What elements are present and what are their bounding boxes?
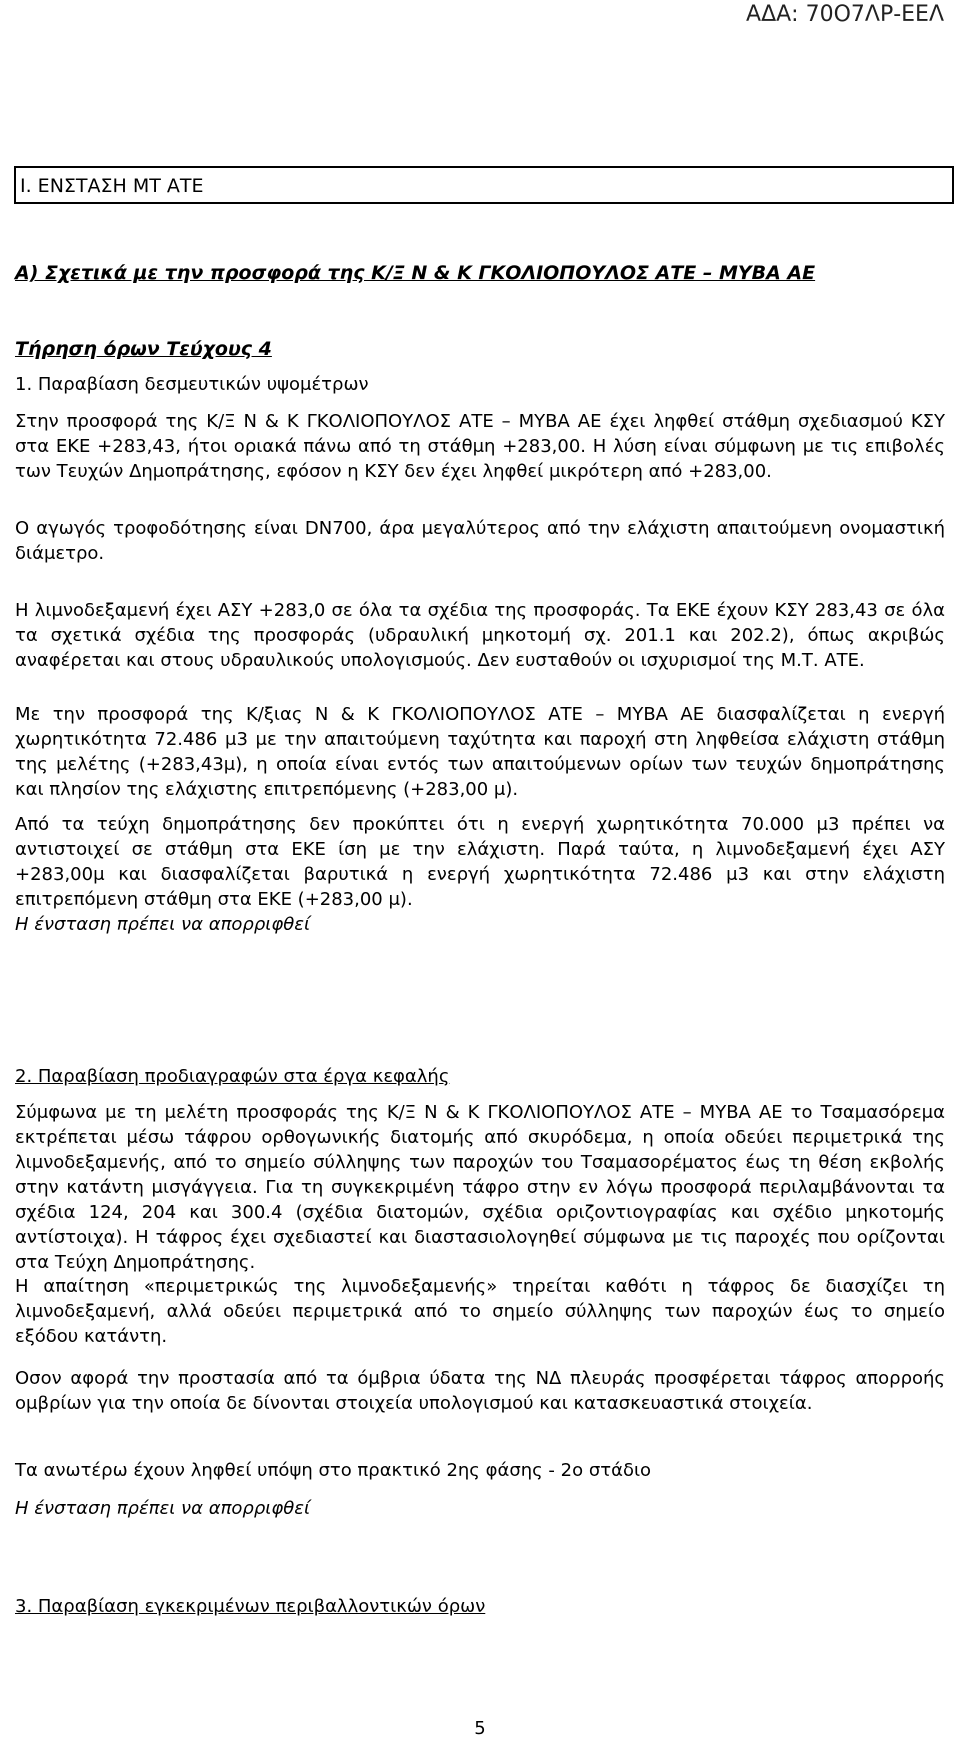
document-id: ΑΔΑ: 70Ο7ΛΡ-ΕΕΛ (746, 2, 944, 27)
page-number: 5 (474, 1718, 486, 1739)
item2-paragraph-3: Οσον αφορά την προστασία από τα όμβρια ύδατα της ΝΔ πλευράς προσφέρεται τάφρος απορροής ομβρίων για την οποία δε δίνονται στοιχεία υπολογισμού και κατασκευαστικά στοιχεία. (15, 1368, 945, 1414)
item1-paragraph-1: Στην προσφορά της Κ/Ξ Ν & Κ ΓΚΟΛΙΟΠΟΥΛΟΣ ΑΤΕ – ΜΥΒΑ ΑΕ έχει ληφθεί στάθμη σχεδιασμού ΚΣΥ στα ΕΚΕ +283,43, ήτοι οριακά πάνω από τη στάθμη +283,00. Η λύση είναι σύμφωνη με τις επιβολές των Τευχών Δημοπράτησης, εφόσον η ΚΣΥ δεν έχει ληφθεί μικρότερη από +283,00. (15, 411, 945, 482)
item2-paragraph-2: Η απαίτηση «περιμετρικώς της λιμνοδεξαμενής» τηρείται καθότι η τάφρος δε διασχίζει τη λιμνοδεξαμενή, αλλά οδεύει περιμετρικά από το σημείο σύλληψης των παροχών έως το σημείο εξόδου κατάντη. (15, 1276, 945, 1347)
item1-title: 1. Παραβίαση δεσμευτικών υψομέτρων (15, 374, 369, 395)
item3-title: 3. Παραβίαση εγκεκριμένων περιβαλλοντικών όρων (15, 1596, 486, 1617)
item2-paragraph-4: Τα ανωτέρω έχουν ληφθεί υπόψη στο πρακτικό 2ης φάσης - 2ο στάδιο (15, 1460, 652, 1481)
item2-paragraph-1: Σύμφωνα με τη μελέτη προσφοράς της Κ/Ξ Ν & Κ ΓΚΟΛΙΟΠΟΥΛΟΣ ΑΤΕ – ΜΥΒΑ ΑΕ το Τσαμασόρεμα εκτρέπεται μέσω τάφρου ορθογωνικής διατομής από σκυρόδεμα, η οποία οδεύει περιμετρικά της λιμνοδεξαμενής, από το σημείο σύλληψης των παροχών του Τσαμασορέματος έως τη θέση εκβολής στην κατάντη μισγάγγεια. Για τη συγκεκριμένη τάφρο στην εν λόγω προσφορά περιλαμβάνονται τα σχέδια 124, 204 και 300.4 (σχέδια διατομών, σχέδια οριζοντιογραφίας και σχέδιο μηκοτομής αντίστοιχα). Η τάφρος έχει σχεδιαστεί και διαστασιολογηθεί σύμφωνα με τις παροχές που ορίζονται στα Τεύχη Δημοπράτησης. (15, 1102, 945, 1273)
subsection-a-heading: Α) Σχετικά με την προσφορά της Κ/Ξ Ν & Κ ΓΚΟΛΙΟΠΟΥΛΟΣ ΑΤΕ – ΜΥΒΑ ΑΕ (15, 262, 816, 284)
item1-paragraph-4: Με την προσφορά της Κ/ξιας Ν & Κ ΓΚΟΛΙΟΠΟΥΛΟΣ ΑΤΕ – ΜΥΒΑ ΑΕ διασφαλίζεται η ενεργή χωρητικότητα 72.486 μ3 με την απαιτούμενη ταχύτητα και παροχή στη ληφθείσα ελάχιστη στάθμη της μελέτης (+283,43μ), η οποία είναι εντός των απαιτούμενων ορίων των τευχών δημοπράτησης και πλησίον της ελάχιστης επιτρεπόμενης (+283,00 μ). (15, 704, 945, 800)
item1-paragraph-3: Η λιμνοδεξαμενή έχει ΑΣΥ +283,0 σε όλα τα σχέδια της προσφοράς. Τα ΕΚΕ έχουν ΚΣΥ 283,43 σε όλα τα σχετικά σχέδια της προσφοράς (υδραυλική μηκοτομή σχ. 201.1 και 202.2), όπως ακριβώς αναφέρεται και στους υδραυλικούς υπολογισμούς. Δεν ευσταθούν οι ισχυρισμοί της Μ.Τ. ΑΤΕ. (15, 600, 945, 671)
terms-subheading: Τήρηση όρων Τεύχους 4 (15, 338, 272, 360)
section-title: I. ΕΝΣΤΑΣΗ ΜΤ ΑΤΕ (20, 175, 204, 197)
item2-conclusion: Η ένσταση πρέπει να απορριφθεί (15, 1498, 311, 1519)
item1-paragraph-2: Ο αγωγός τροφοδότησης είναι DN700, άρα μεγαλύτερος από την ελάχιστη απαιτούμενη ονομαστική διάμετρο. (15, 518, 945, 564)
section-title-box (14, 166, 954, 204)
item2-title: 2. Παραβίαση προδιαγραφών στα έργα κεφαλής (15, 1066, 450, 1087)
item1-conclusion: Η ένσταση πρέπει να απορριφθεί (15, 914, 311, 935)
item1-paragraph-5: Από τα τεύχη δημοπράτησης δεν προκύπτει ότι η ενεργή χωρητικότητα 70.000 μ3 πρέπει να αντιστοιχεί σε στάθμη στα ΕΚΕ ίση με την ελάχιστη. Παρά ταύτα, η λιμνοδεξαμενή έχει ΑΣΥ +283,00μ και διασφαλίζεται βαρυτικά η ενεργή χωρητικότητα 72.486 μ3 και στην ελάχιστη επιτρεπόμενη στάθμη στα ΕΚΕ (+283,00 μ). (15, 814, 945, 910)
